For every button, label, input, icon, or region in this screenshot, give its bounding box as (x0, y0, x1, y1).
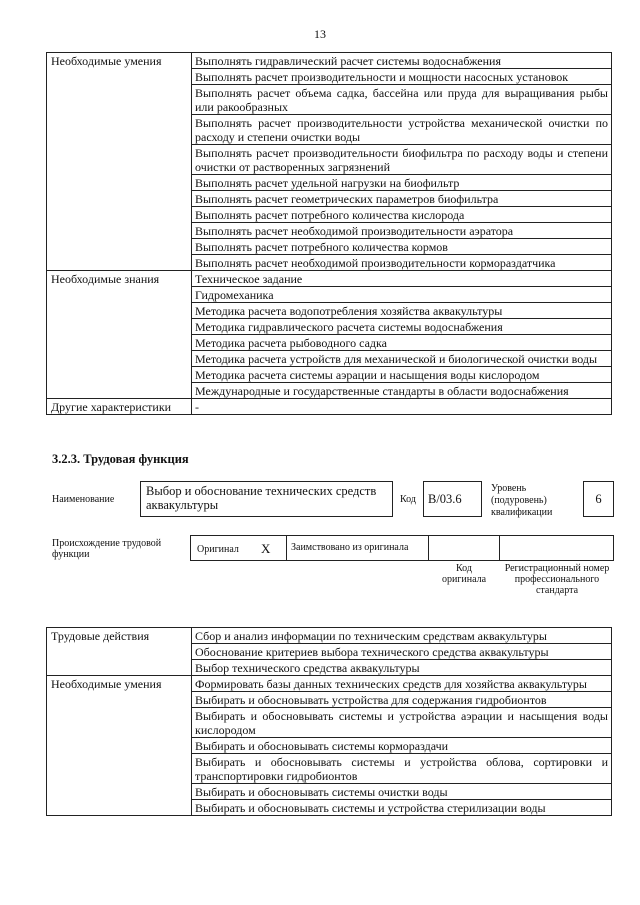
row-item: Выполнять расчет производительности устройства механической очистки по расходу и степени очистки воды (192, 115, 612, 145)
row-item: Выбирать и обосновывать системы очистки воды (192, 784, 612, 800)
row-item: Выполнять расчет геометрических параметров биофильтра (192, 191, 612, 207)
row-item: Методика гидравлического расчета системы водоснабжения (192, 319, 612, 335)
row-item: Выполнять расчет производительности биофильтра по расходу воды и степени очистки от растворенных загрязнений (192, 145, 612, 175)
row-item: Выполнять расчет объема садка, бассейна или пруда для выращивания рыбы или ракообразных (192, 85, 612, 115)
origin-code-box (428, 535, 500, 561)
table-row (47, 676, 612, 692)
original-box (190, 535, 287, 561)
row-label: Другие характеристики (47, 399, 192, 415)
table-row (47, 399, 612, 415)
row-label: Необходимые умения (47, 53, 192, 271)
row-item: Выбирать и обосновывать системы и устройства аэрации и насыщения воды кислородом (192, 708, 612, 738)
name-label: Наименование (52, 494, 115, 505)
row-item: Выполнять расчет необходимой производительности кормораздатчика (192, 255, 612, 271)
original-mark: X (261, 541, 271, 556)
section-title: 3.2.3. Трудовая функция (52, 452, 189, 466)
code-caption: Код оригинала (441, 563, 487, 585)
row-item: Формировать базы данных технических средств для хозяйства аквакультуры (192, 676, 612, 692)
row-item: Техническое задание (192, 271, 612, 287)
level-value: 6 (595, 492, 602, 506)
row-item: Методика расчета системы аэрации и насыщения воды кислородом (192, 367, 612, 383)
row-item: Методика расчета водопотребления хозяйства аквакультуры (192, 303, 612, 319)
code-value: B/03.6 (428, 492, 462, 506)
row-item: Обоснование критериев выбора технического средства аквакультуры (192, 644, 612, 660)
row-item: Выбор технического средства аквакультуры (192, 660, 612, 676)
code-box (423, 481, 482, 517)
borrowed-label: Заимствовано из оригинала (291, 542, 409, 553)
row-item: Выполнять расчет потребного количества кормов (192, 239, 612, 255)
page-number: 13 (314, 27, 326, 41)
row-label: Необходимые умения (47, 676, 192, 816)
row-item: Сбор и анализ информации по техническим средствам аквакультуры (192, 628, 612, 644)
row-item: Выполнять расчет необходимой производительности аэратора (192, 223, 612, 239)
row-item: Методика расчета устройств для механической и биологической очистки воды (192, 351, 612, 367)
level-label: Уровень (подуровень) квалификации (491, 483, 553, 518)
row-item: Выбирать и обосновывать устройства для содержания гидробионтов (192, 692, 612, 708)
row-item: Выбирать и обосновывать системы кормораздачи (192, 738, 612, 754)
row-item: Выполнять расчет производительности и мощности насосных установок (192, 69, 612, 85)
level-box (583, 481, 614, 517)
function-name-box (140, 481, 393, 517)
row-item: Выполнять расчет удельной нагрузки на биофильтр (192, 175, 612, 191)
row-item: Выполнять расчет потребного количества кислорода (192, 207, 612, 223)
row-item: Методика расчета рыбоводного садка (192, 335, 612, 351)
row-item: Выбирать и обосновывать системы и устройства стерилизации воды (192, 800, 612, 816)
row-item: Гидромеханика (192, 287, 612, 303)
code-label: Код (400, 494, 416, 505)
registration-number-box (499, 535, 614, 561)
original-label: Оригинал (197, 544, 239, 555)
function-name-value: Выбор и обоснование технических средств аквакультуры (146, 484, 377, 512)
table-row (47, 628, 612, 644)
row-label: Трудовые действия (47, 628, 192, 676)
row-item: Выбирать и обосновывать системы и устройства облова, сортировки и транспортировки гидробионтов (192, 754, 612, 784)
origin-label: Происхождение трудовой функции (52, 538, 162, 560)
function-table (46, 627, 612, 816)
row-label: Необходимые знания (47, 271, 192, 399)
borrowed-box (286, 535, 429, 561)
row-item: - (192, 399, 612, 415)
table-row (47, 53, 612, 69)
table-row (47, 271, 612, 287)
row-item: Выполнять гидравлический расчет системы водоснабжения (192, 53, 612, 69)
registration-caption: Регистрационный номер профессионального стандарта (504, 563, 610, 596)
requirements-table (46, 52, 612, 415)
row-item: Международные и государственные стандарты в области водоснабжения (192, 383, 612, 399)
